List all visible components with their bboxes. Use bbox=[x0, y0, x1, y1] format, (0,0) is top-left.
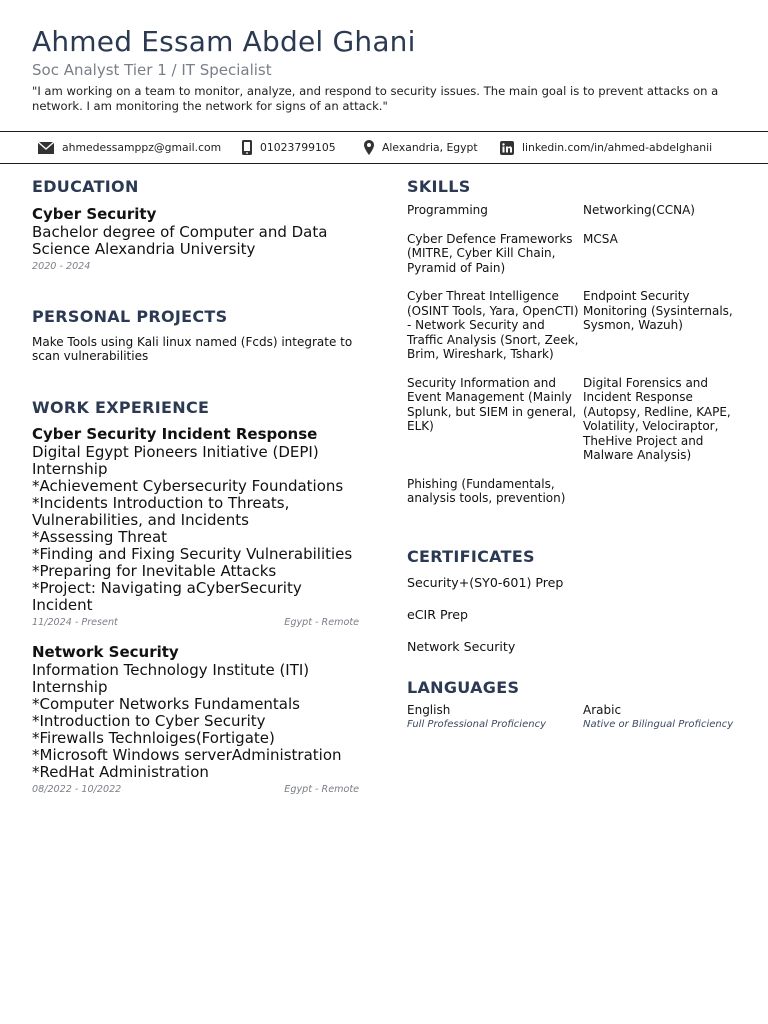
certificates-heading: CERTIFICATES bbox=[407, 546, 535, 566]
contact-linkedin[interactable] bbox=[500, 132, 712, 163]
skill-item: Networking(CCNA) bbox=[583, 203, 695, 217]
projects-heading: PERSONAL PROJECTS bbox=[32, 307, 228, 326]
left-column bbox=[32, 176, 359, 795]
experience-meta bbox=[32, 617, 359, 628]
contact-email[interactable] bbox=[38, 132, 221, 163]
experience-line: *Assessing Threat bbox=[32, 528, 168, 546]
phone-icon bbox=[242, 140, 252, 155]
language-level: Full Professional Proficiency bbox=[407, 718, 546, 730]
languages-grid bbox=[407, 703, 747, 732]
projects-section bbox=[32, 306, 359, 363]
experience-location: Egypt - Remote bbox=[284, 784, 359, 795]
experience-dates: 08/2022 - 10/2022 bbox=[32, 784, 122, 795]
education-section bbox=[32, 176, 359, 272]
certificates-list bbox=[407, 575, 747, 655]
skills-grid bbox=[407, 203, 747, 520]
languages-section bbox=[407, 677, 747, 732]
experience-line: *Finding and Fixing Security Vulnerabilities bbox=[32, 545, 353, 563]
job-title: Soc Analyst Tier 1 / IT Specialist bbox=[32, 61, 272, 79]
experience-line: *Microsoft Windows serverAdministration bbox=[32, 746, 342, 764]
experience-line: *Incidents Introduction to Threats, Vulnerabilities, and Incidents bbox=[32, 494, 290, 529]
contact-bar bbox=[0, 131, 768, 164]
language-item bbox=[407, 703, 583, 732]
envelope-icon bbox=[38, 142, 54, 154]
education-dates: 2020 - 2024 bbox=[32, 261, 91, 272]
resume-header bbox=[0, 0, 768, 114]
skill-item: Phishing (Fundamentals, analysis tools, prevention) bbox=[407, 476, 566, 505]
education-entry bbox=[32, 204, 359, 272]
skill-item: Digital Forensics and Incident Response (Autopsy, Redline, KAPE, Volatility, Velociraptor, TheHive Project and Malware Analysis) bbox=[583, 375, 731, 462]
experience-line: Information Technology Institute (ITI) bbox=[32, 661, 310, 679]
languages-heading: LANGUAGES bbox=[407, 677, 520, 697]
certificates-section bbox=[407, 546, 747, 655]
contact-location bbox=[364, 132, 478, 163]
experience-entry bbox=[32, 424, 359, 628]
certificate-item: Network Security bbox=[407, 638, 516, 654]
skill-item: Cyber Defence Frameworks (MITRE, Cyber Kill Chain, Pyramid of Pain) bbox=[407, 231, 573, 275]
language-name: Arabic bbox=[583, 702, 622, 717]
experience-entry bbox=[32, 642, 359, 795]
experience-dates: 11/2024 - Present bbox=[32, 617, 118, 628]
candidate-name: Ahmed Essam Abdel Ghani bbox=[32, 25, 416, 58]
location-text: Alexandria, Egypt bbox=[382, 141, 478, 154]
experience-title: Network Security bbox=[32, 643, 179, 661]
summary-text: "I am working on a team to monitor, analyze, and respond to security issues. The main goal is to prevent attacks on a network. I am monitoring the network for signs of an attack." bbox=[32, 84, 719, 113]
skills-section bbox=[407, 176, 747, 520]
experience-line: *Computer Networks Fundamentals bbox=[32, 695, 300, 713]
education-title: Cyber Security bbox=[32, 205, 157, 223]
linkedin-text: linkedin.com/in/ahmed-abdelghanii bbox=[522, 141, 713, 154]
education-heading: EDUCATION bbox=[32, 177, 139, 196]
skill-item: MCSA bbox=[583, 231, 618, 246]
experience-line: *RedHat Administration bbox=[32, 763, 209, 781]
experience-heading: WORK EXPERIENCE bbox=[32, 398, 210, 417]
skill-item: Programming bbox=[407, 203, 488, 217]
linkedin-icon bbox=[500, 141, 514, 155]
experience-line: Internship bbox=[32, 460, 108, 478]
right-column bbox=[407, 176, 747, 732]
language-item bbox=[583, 703, 747, 732]
experience-line: *Project: Navigating aCyberSecurity Incident bbox=[32, 579, 302, 614]
experience-section bbox=[32, 397, 359, 795]
experience-location: Egypt - Remote bbox=[284, 617, 359, 628]
experience-line: Internship bbox=[32, 678, 108, 696]
certificate-item: eCIR Prep bbox=[407, 606, 469, 622]
location-pin-icon bbox=[364, 140, 374, 155]
skills-heading: SKILLS bbox=[407, 177, 471, 196]
experience-title: Cyber Security Incident Response bbox=[32, 425, 318, 443]
skill-item: Endpoint Security Monitoring (Sysinternals, Sysmon, Wazuh) bbox=[583, 289, 733, 332]
language-level: Native or Bilingual Proficiency bbox=[583, 718, 734, 730]
skill-item: Cyber Threat Intelligence (OSINT Tools, Yara, OpenCTI) - Network Security and Traffic Analysis (Snort, Zeek, Brim, Wireshark, Tshark) bbox=[407, 289, 579, 361]
experience-line: *Preparing for Inevitable Attacks bbox=[32, 562, 277, 580]
language-name: English bbox=[407, 702, 451, 717]
skill-item: Security Information and Event Management (Mainly Splunk, but SIEM in general, ELK) bbox=[407, 375, 577, 433]
experience-meta bbox=[32, 784, 359, 795]
email-text: ahmedessamppz@gmail.com bbox=[62, 141, 222, 154]
project-item: Make Tools using Kali linux named (Fcds) integrate to scan vulnerabilities bbox=[32, 335, 353, 363]
phone-text: 01023799105 bbox=[260, 141, 336, 154]
certificate-item: Security+(SY0-601) Prep bbox=[407, 574, 564, 590]
education-body: Bachelor degree of Computer and Data Science Alexandria University bbox=[32, 223, 328, 258]
experience-line: Digital Egypt Pioneers Initiative (DEPI) bbox=[32, 443, 319, 461]
experience-line: *Achievement Cybersecurity Foundations bbox=[32, 477, 344, 495]
experience-line: *Introduction to Cyber Security bbox=[32, 712, 266, 730]
contact-phone[interactable] bbox=[242, 132, 336, 163]
experience-line: *Firewalls Technloiges(Fortigate) bbox=[32, 729, 275, 747]
education-meta bbox=[32, 261, 359, 272]
